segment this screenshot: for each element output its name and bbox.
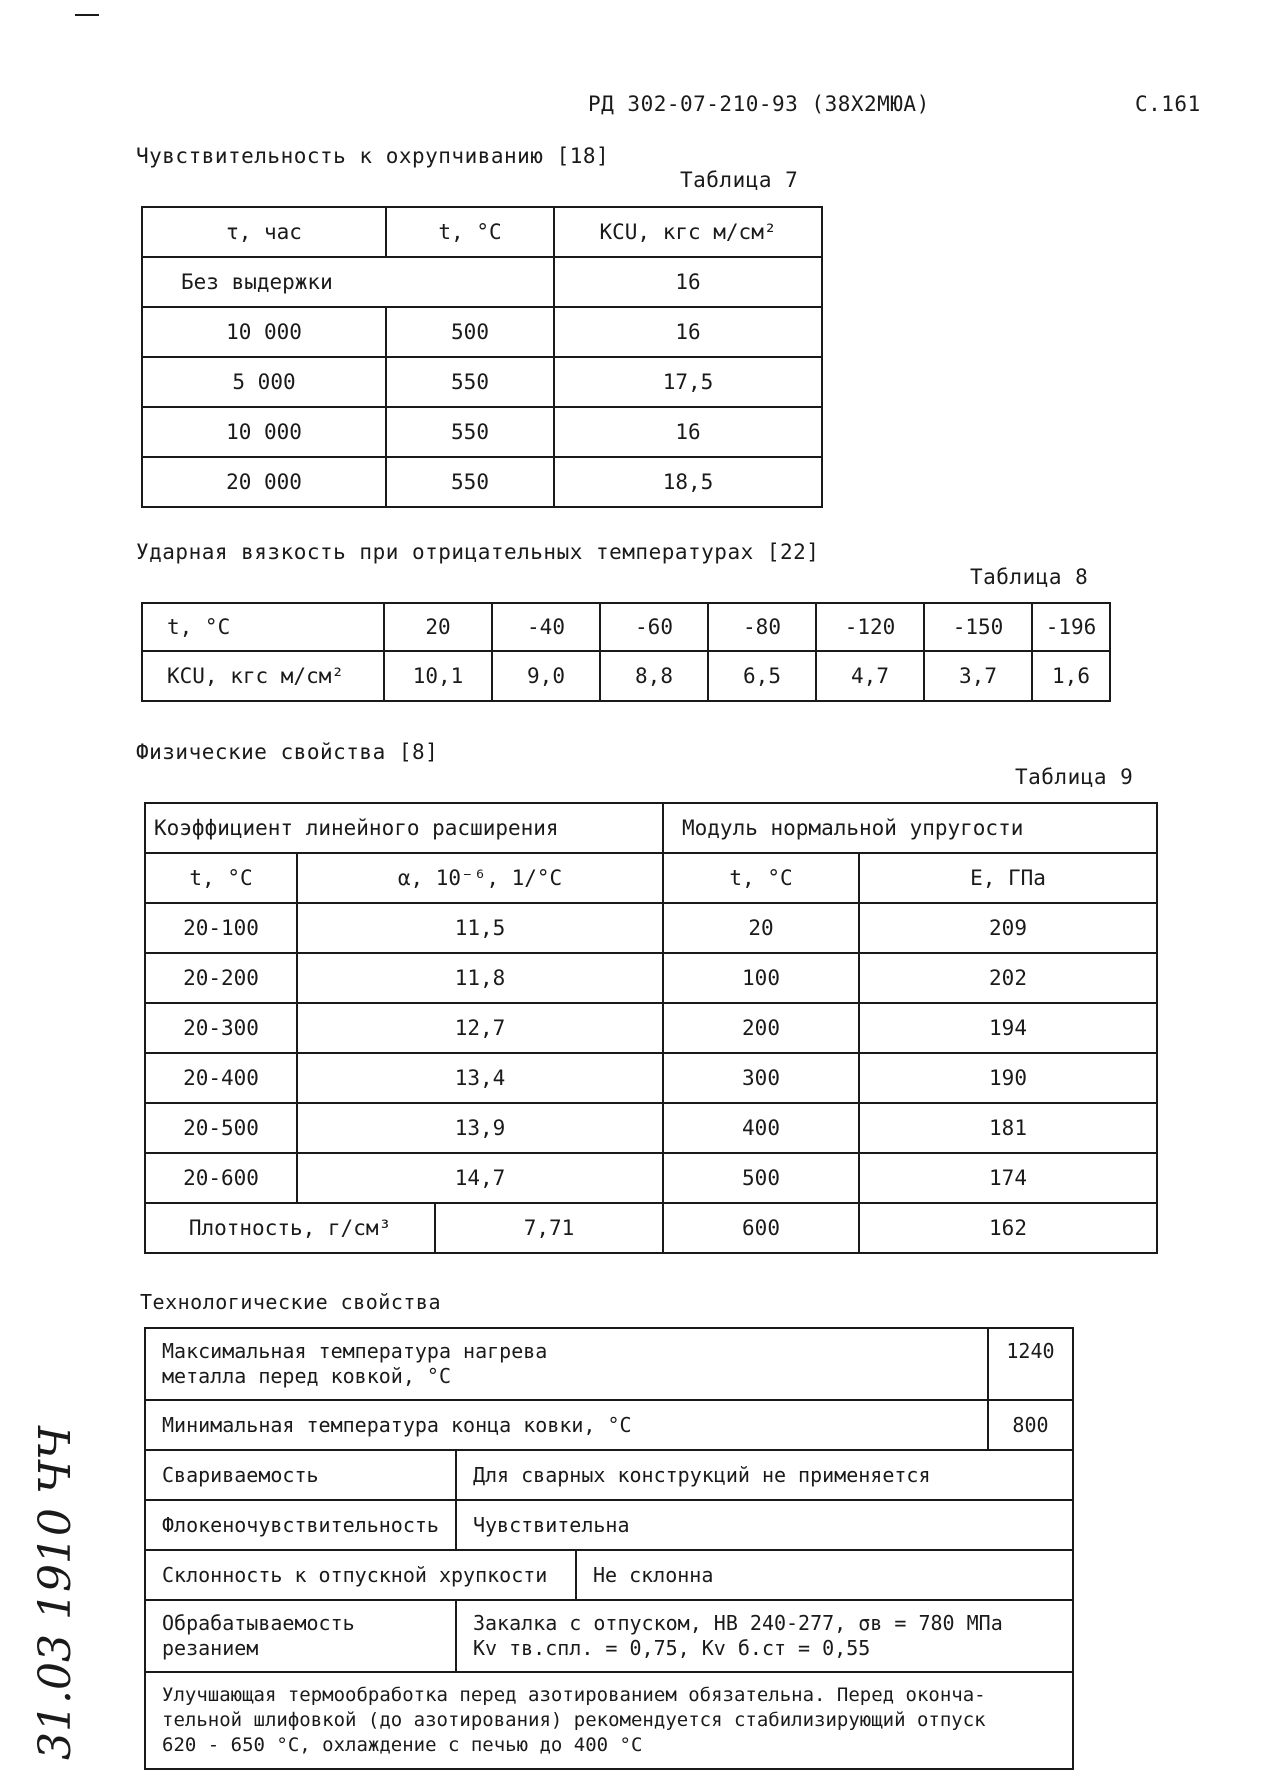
handwritten-margin-note: 31.03 1910 ЧЧ xyxy=(30,1426,81,1760)
table-9-cell: 20-300 xyxy=(145,1003,297,1053)
document-code: РД 302-07-210-93 (38Х2МЮА) xyxy=(588,92,930,116)
heat-treatment-note xyxy=(145,1672,1073,1769)
table-9-cell: 20-400 xyxy=(145,1053,297,1103)
machinability-value-line1: Закалка с отпуском, НВ 240-277, σв = 780 МПа xyxy=(472,1611,1003,1635)
table-7-cell: 16 xyxy=(554,407,822,457)
machinability-label-line2: резанием xyxy=(162,1636,259,1660)
heat-treatment-note-line2: тельной шлифовкой (до азотирования) рекомендуется стабилизирующий отпуск xyxy=(162,1709,986,1731)
table-row xyxy=(145,953,1157,1003)
corner-mark xyxy=(75,14,99,16)
table-row xyxy=(145,903,1157,953)
table-8-kcu-value: 4,7 xyxy=(816,651,924,701)
table-9-cell: 13,9 xyxy=(297,1103,663,1153)
table-row xyxy=(145,1053,1157,1103)
section-title-technological: Технологические свойства xyxy=(140,1290,441,1314)
table-7-header-time: τ, час xyxy=(142,207,386,257)
table-8-t-value: -80 xyxy=(708,603,816,651)
table-9-header-elasticity: Модуль нормальной упругости xyxy=(663,803,1157,853)
max-forging-temp-label-line2: металла перед ковкой, °C xyxy=(162,1364,451,1388)
table-7-merged-label: Без выдержки xyxy=(142,257,554,307)
table-row xyxy=(142,307,822,357)
table-row xyxy=(142,357,822,407)
table-9-cell: 12,7 xyxy=(297,1003,663,1053)
table-9-cell: 13,4 xyxy=(297,1053,663,1103)
table-9-cell: 200 xyxy=(663,1003,859,1053)
table-8-kcu-value: 8,8 xyxy=(600,651,708,701)
table-9-sub-e: E, ГПа xyxy=(859,853,1157,903)
section-title-physical: Физические свойства [8] xyxy=(136,740,439,764)
table-9-cell: 400 xyxy=(663,1103,859,1153)
table-8-t-value: 20 xyxy=(384,603,492,651)
machinability-label xyxy=(145,1600,456,1672)
table-9-sub-alpha: α, 10⁻⁶, 1/°C xyxy=(297,853,663,903)
table-7-cell: 18,5 xyxy=(554,457,822,507)
table-8-row-label-kcu: KCU, кгс м/см² xyxy=(142,651,384,701)
table-8-label: Таблица 8 xyxy=(970,565,1089,589)
heat-treatment-note-line3: 620 - 650 °C, охлаждение с печью до 400 °C xyxy=(162,1734,643,1756)
machinability-value xyxy=(456,1600,1073,1672)
machinability-value-line2: Kv тв.спл. = 0,75, Kv б.ст = 0,55 xyxy=(472,1636,871,1660)
table-8-t-value: -40 xyxy=(492,603,600,651)
table-9-cell: 194 xyxy=(859,1003,1157,1053)
table-9-cell: 190 xyxy=(859,1053,1157,1103)
table-9-sub-t-left: t, °C xyxy=(145,853,297,903)
table-8-kcu-value: 9,0 xyxy=(492,651,600,701)
technological-properties-table xyxy=(144,1327,1074,1770)
table-7-label: Таблица 7 xyxy=(680,168,799,192)
table-7-cell: 10 000 xyxy=(142,307,386,357)
table-9-cell: 174 xyxy=(859,1153,1157,1203)
table-9-density-label: Плотность, г/см³ xyxy=(145,1203,435,1253)
table-row xyxy=(142,407,822,457)
table-9 xyxy=(144,802,1158,1254)
table-8-kcu-value: 10,1 xyxy=(384,651,492,701)
table-8 xyxy=(141,602,1111,702)
table-9-cell: 11,5 xyxy=(297,903,663,953)
table-7-cell: 550 xyxy=(386,457,554,507)
table-8-t-value: -120 xyxy=(816,603,924,651)
table-9-cell: 20 xyxy=(663,903,859,953)
table-8-kcu-value: 3,7 xyxy=(924,651,1032,701)
max-forging-temp-label xyxy=(145,1328,988,1400)
table-7-header-temp: t, °C xyxy=(386,207,554,257)
table-9-cell: 209 xyxy=(859,903,1157,953)
flake-sensitivity-value: Чувствительна xyxy=(456,1500,1073,1550)
table-7-cell: 17,5 xyxy=(554,357,822,407)
max-forging-temp-value: 1240 xyxy=(988,1328,1073,1400)
table-9-density-value: 7,71 xyxy=(435,1203,663,1253)
table-9-cell: 20-500 xyxy=(145,1103,297,1153)
table-7-cell: 10 000 xyxy=(142,407,386,457)
section-title-impact: Ударная вязкость при отрицательных температурах [22] xyxy=(136,540,820,564)
table-8-t-value: -150 xyxy=(924,603,1032,651)
table-8-t-value: -196 xyxy=(1032,603,1110,651)
table-row xyxy=(145,1153,1157,1203)
table-8-t-value: -60 xyxy=(600,603,708,651)
table-7-header-kcu: KCU, кгс м/см² xyxy=(554,207,822,257)
min-forging-temp-label: Минимальная температура конца ковки, °C xyxy=(145,1400,988,1450)
table-7-cell: 500 xyxy=(386,307,554,357)
table-row xyxy=(145,1103,1157,1153)
weldability-label: Свариваемость xyxy=(145,1450,456,1500)
table-7-cell: 5 000 xyxy=(142,357,386,407)
temper-brittleness-label: Склонность к отпускной хрупкости xyxy=(145,1550,576,1600)
table-8-row-label-t: t, °C xyxy=(142,603,384,651)
heat-treatment-note-line1: Улучшающая термообработка перед азотированием обязательна. Перед оконча- xyxy=(162,1684,986,1706)
table-9-cell: 500 xyxy=(663,1153,859,1203)
table-9-cell: 20-100 xyxy=(145,903,297,953)
temper-brittleness-value: Не склонна xyxy=(576,1550,1073,1600)
table-7 xyxy=(141,206,823,508)
table-7-cell: 20 000 xyxy=(142,457,386,507)
min-forging-temp-value: 800 xyxy=(988,1400,1073,1450)
table-9-last-t: 600 xyxy=(663,1203,859,1253)
table-9-cell: 300 xyxy=(663,1053,859,1103)
table-9-cell: 100 xyxy=(663,953,859,1003)
table-9-cell: 11,8 xyxy=(297,953,663,1003)
table-9-cell: 14,7 xyxy=(297,1153,663,1203)
machinability-label-line1: Обрабатываемость xyxy=(162,1611,355,1635)
weldability-value: Для сварных конструкций не применяется xyxy=(456,1450,1073,1500)
table-9-cell: 20-600 xyxy=(145,1153,297,1203)
flake-sensitivity-label: Флокеночувствительность xyxy=(145,1500,456,1550)
table-7-cell: 550 xyxy=(386,357,554,407)
table-8-kcu-value: 1,6 xyxy=(1032,651,1110,701)
table-8-kcu-value: 6,5 xyxy=(708,651,816,701)
table-9-cell: 181 xyxy=(859,1103,1157,1153)
table-7-cell: 550 xyxy=(386,407,554,457)
table-row xyxy=(145,1003,1157,1053)
table-9-label: Таблица 9 xyxy=(1015,765,1134,789)
table-row xyxy=(142,457,822,507)
table-7-cell: 16 xyxy=(554,307,822,357)
table-9-sub-t-right: t, °C xyxy=(663,853,859,903)
table-9-cell: 202 xyxy=(859,953,1157,1003)
table-9-cell: 20-200 xyxy=(145,953,297,1003)
table-9-last-e: 162 xyxy=(859,1203,1157,1253)
table-9-header-expansion: Коэффициент линейного расширения xyxy=(145,803,663,853)
section-title-embrittlement: Чувствительность к охрупчиванию [18] xyxy=(136,144,610,168)
max-forging-temp-label-line1: Максимальная температура нагрева xyxy=(162,1339,548,1363)
page-number: С.161 xyxy=(1135,92,1201,116)
table-7-merged-kcu: 16 xyxy=(554,257,822,307)
